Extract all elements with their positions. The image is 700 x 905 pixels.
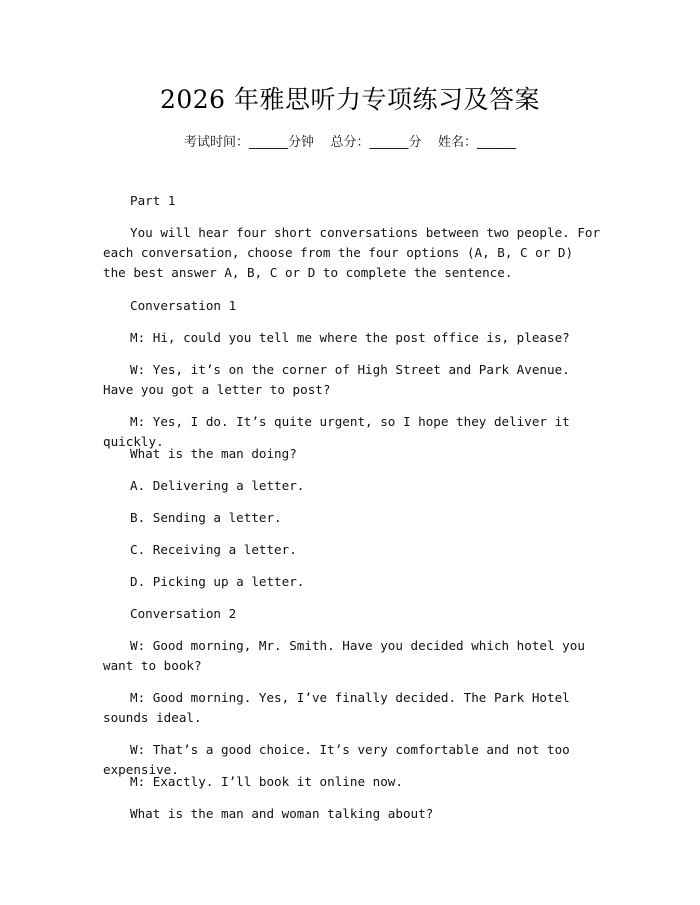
document-title: 2026 年雅思听力专项练习及答案 bbox=[159, 85, 541, 114]
dialogue-line: W: That’s a good choice. It’s very comfortable and not too expensive. bbox=[103, 742, 570, 777]
instructions-paragraph: You will hear four short conversations between two people. For each conversation, choose from the four options (A, B, C or D) the best answer A, B, C or D to complete the sentence. bbox=[103, 225, 601, 280]
dialogue-line: M: Yes, I do. It’s quite urgent, so I hope they deliver it quickly. bbox=[103, 414, 570, 449]
question-text: What is the man doing? bbox=[130, 446, 297, 461]
conversation-heading: Conversation 1 bbox=[130, 298, 237, 313]
question-text: What is the man and woman talking about? bbox=[130, 806, 434, 821]
answer-option: B. Sending a letter. bbox=[130, 510, 282, 525]
conversation-heading: Conversation 2 bbox=[130, 606, 237, 621]
exam-info-line: 考试时间：______分钟 总分：______分 姓名：______ bbox=[183, 135, 517, 150]
dialogue-line: M: Hi, could you tell me where the post office is, please? bbox=[130, 330, 570, 345]
dialogue-line: M: Good morning. Yes, I’ve finally decided. The Park Hotel sounds ideal. bbox=[103, 690, 570, 725]
dialogue-line: M: Exactly. I’ll book it online now. bbox=[130, 774, 403, 789]
dialogue-line: W: Good morning, Mr. Smith. Have you decided which hotel you want to book? bbox=[103, 638, 585, 673]
dialogue-line: W: Yes, it’s on the corner of High Street and Park Avenue. Have you got a letter to post? bbox=[103, 362, 570, 397]
answer-option: C. Receiving a letter. bbox=[130, 542, 297, 557]
answer-option: A. Delivering a letter. bbox=[130, 478, 305, 493]
part-heading: Part 1 bbox=[130, 193, 176, 208]
answer-option: D. Picking up a letter. bbox=[130, 574, 305, 589]
